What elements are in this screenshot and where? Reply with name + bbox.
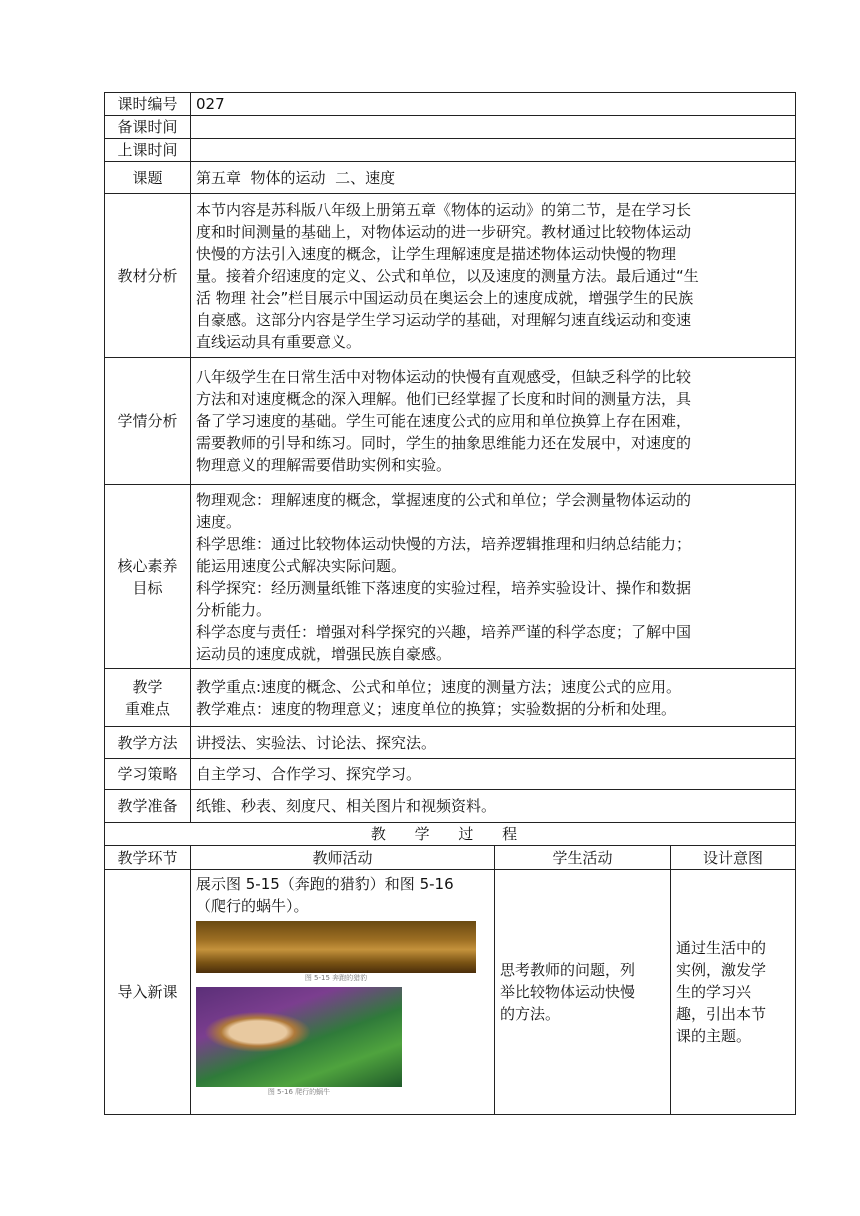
intro-student-line: 思考教师的问题，列 bbox=[500, 961, 636, 979]
row-lesson-no bbox=[105, 93, 796, 116]
label-teaching-method: 教学方法 bbox=[105, 727, 191, 759]
material-line: 量。接着介绍速度的定义、公式和单位，以及速度的测量方法。最后通过“生 bbox=[196, 266, 699, 285]
label-teaching-prep: 教学准备 bbox=[105, 790, 191, 823]
label-core-literacy-line2: 目标 bbox=[132, 578, 163, 597]
material-line: 活 物理 社会”栏目展示中国运动员在奥运会上的速度成就，增强学生的民族 bbox=[196, 288, 694, 307]
label-student-analysis: 学情分析 bbox=[105, 358, 191, 485]
student-line: 方法和对速度概念的深入理解。他们已经掌握了长度和时间的测量方法，具 bbox=[196, 390, 692, 408]
literacy-line: 物理观念：理解速度的概念，掌握速度的公式和单位；学会测量物体运动的 bbox=[196, 490, 692, 509]
header-stage: 教学环节 bbox=[105, 846, 191, 870]
cheetah-caption: 图 5-15 奔跑的猎豹 bbox=[304, 974, 368, 982]
literacy-line: 科学态度与责任：增强对科学探究的兴趣，培养严谨的科学态度；了解中国 bbox=[196, 622, 692, 641]
row-teaching-prep bbox=[105, 790, 796, 823]
material-line: 度和时间测量的基础上，对物体运动的进一步研究。教材通过比较物体运动 bbox=[196, 222, 692, 241]
student-line: 物理意义的理解需要借助实例和实验。 bbox=[196, 456, 452, 474]
intro-intent-line: 通过生活中的 bbox=[676, 939, 767, 957]
literacy-line: 能运用速度公式解决实际问题。 bbox=[196, 556, 407, 575]
literacy-line: 速度。 bbox=[196, 512, 242, 531]
row-learning-strategy bbox=[105, 759, 796, 790]
cheetah-image bbox=[196, 921, 476, 973]
literacy-line: 运动员的速度成就，增强民族自豪感。 bbox=[196, 644, 452, 663]
snail-caption: 图 5-16 爬行的蜗牛 bbox=[267, 1088, 331, 1096]
snail-image bbox=[196, 987, 402, 1087]
lesson-plan-table bbox=[104, 92, 796, 1115]
header-intent: 设计意图 bbox=[671, 846, 796, 870]
row-material-analysis bbox=[105, 194, 796, 358]
key-point-line: 教学难点：速度的物理意义；速度单位的换算；实验数据的分析和处理。 bbox=[196, 699, 677, 718]
intro-design-intent bbox=[671, 870, 796, 1115]
intro-stage: 导入新课 bbox=[105, 870, 191, 1115]
student-analysis-text bbox=[191, 358, 796, 485]
label-class-time: 上课时间 bbox=[105, 139, 191, 162]
value-lesson-no: 027 bbox=[191, 93, 796, 116]
value-class-time bbox=[191, 139, 796, 162]
row-prep-time bbox=[105, 116, 796, 139]
row-class-time bbox=[105, 139, 796, 162]
intro-intent-line: 生的学习兴 bbox=[676, 983, 752, 1001]
process-header-row bbox=[105, 846, 796, 870]
literacy-line: 科学思维：通过比较物体运动快慢的方法，培养逻辑推理和归纳总结能力； bbox=[196, 534, 692, 553]
label-core-literacy bbox=[105, 485, 191, 669]
intro-student-line: 的方法。 bbox=[500, 1005, 561, 1023]
label-key-points-line1: 教学 bbox=[132, 677, 163, 696]
label-core-literacy-line1: 核心素养 bbox=[117, 556, 178, 575]
intro-student-line: 举比较物体运动快慢 bbox=[500, 983, 636, 1001]
label-material-analysis: 教材分析 bbox=[105, 194, 191, 358]
intro-teacher-activity bbox=[191, 870, 495, 1115]
intro-teacher-line: 展示图 5-15（奔跑的猎豹）和图 5-16 bbox=[196, 875, 454, 893]
row-teaching-method bbox=[105, 727, 796, 759]
material-line: 快慢的方法引入速度的概念，让学生理解速度是描述物体运动快慢的物理 bbox=[196, 244, 677, 263]
intro-intent-line: 趣，引出本节 bbox=[676, 1005, 767, 1023]
key-points-text bbox=[191, 669, 796, 727]
value-topic: 第五章 物体的运动 二、速度 bbox=[191, 162, 796, 194]
row-core-literacy bbox=[105, 485, 796, 669]
student-line: 八年级学生在日常生活中对物体运动的快慢有直观感受，但缺乏科学的比较 bbox=[196, 368, 692, 386]
label-topic: 课题 bbox=[105, 162, 191, 194]
label-lesson-no: 课时编号 bbox=[105, 93, 191, 116]
intro-student-activity bbox=[495, 870, 671, 1115]
intro-intent-line: 课的主题。 bbox=[676, 1027, 752, 1045]
label-learning-strategy: 学习策略 bbox=[105, 759, 191, 790]
student-line: 需要教师的引导和练习。同时，学生的抽象思维能力还在发展中，对速度的 bbox=[196, 434, 692, 452]
material-line: 自豪感。这部分内容是学生学习运动学的基础，对理解匀速直线运动和变速 bbox=[196, 310, 692, 329]
row-intro bbox=[105, 870, 796, 1115]
student-line: 备了学习速度的基础。学生可能在速度公式的应用和单位换算上存在困难， bbox=[196, 412, 692, 430]
header-student: 学生活动 bbox=[495, 846, 671, 870]
label-key-points-line2: 重难点 bbox=[124, 699, 170, 718]
intro-intent-line: 实例，激发学 bbox=[676, 961, 767, 979]
value-learning-strategy: 自主学习、合作学习、探究学习。 bbox=[191, 759, 796, 790]
core-literacy-text bbox=[191, 485, 796, 669]
value-prep-time bbox=[191, 116, 796, 139]
key-point-line: 教学重点:速度的概念、公式和单位；速度的测量方法；速度公式的应用。 bbox=[196, 677, 682, 696]
label-prep-time: 备课时间 bbox=[105, 116, 191, 139]
label-key-points bbox=[105, 669, 191, 727]
value-teaching-prep: 纸锥、秒表、刻度尺、相关图片和视频资料。 bbox=[191, 790, 796, 823]
process-title-text: 教 学 过 程 bbox=[370, 825, 530, 843]
material-line: 直线运动具有重要意义。 bbox=[196, 332, 362, 351]
intro-teacher-line: （爬行的蜗牛）。 bbox=[196, 897, 309, 915]
value-teaching-method: 讲授法、实验法、讨论法、探究法。 bbox=[191, 727, 796, 759]
material-line: 本节内容是苏科版八年级上册第五章《物体的运动》的第二节，是在学习长 bbox=[196, 200, 692, 219]
row-topic bbox=[105, 162, 796, 194]
process-title bbox=[105, 823, 796, 846]
literacy-line: 科学探究：经历测量纸锥下落速度的实验过程，培养实验设计、操作和数据 bbox=[196, 578, 692, 597]
literacy-line: 分析能力。 bbox=[196, 600, 272, 619]
row-key-points bbox=[105, 669, 796, 727]
material-analysis-text bbox=[191, 194, 796, 358]
row-student-analysis bbox=[105, 358, 796, 485]
header-teacher: 教师活动 bbox=[191, 846, 495, 870]
row-process-title bbox=[105, 823, 796, 846]
